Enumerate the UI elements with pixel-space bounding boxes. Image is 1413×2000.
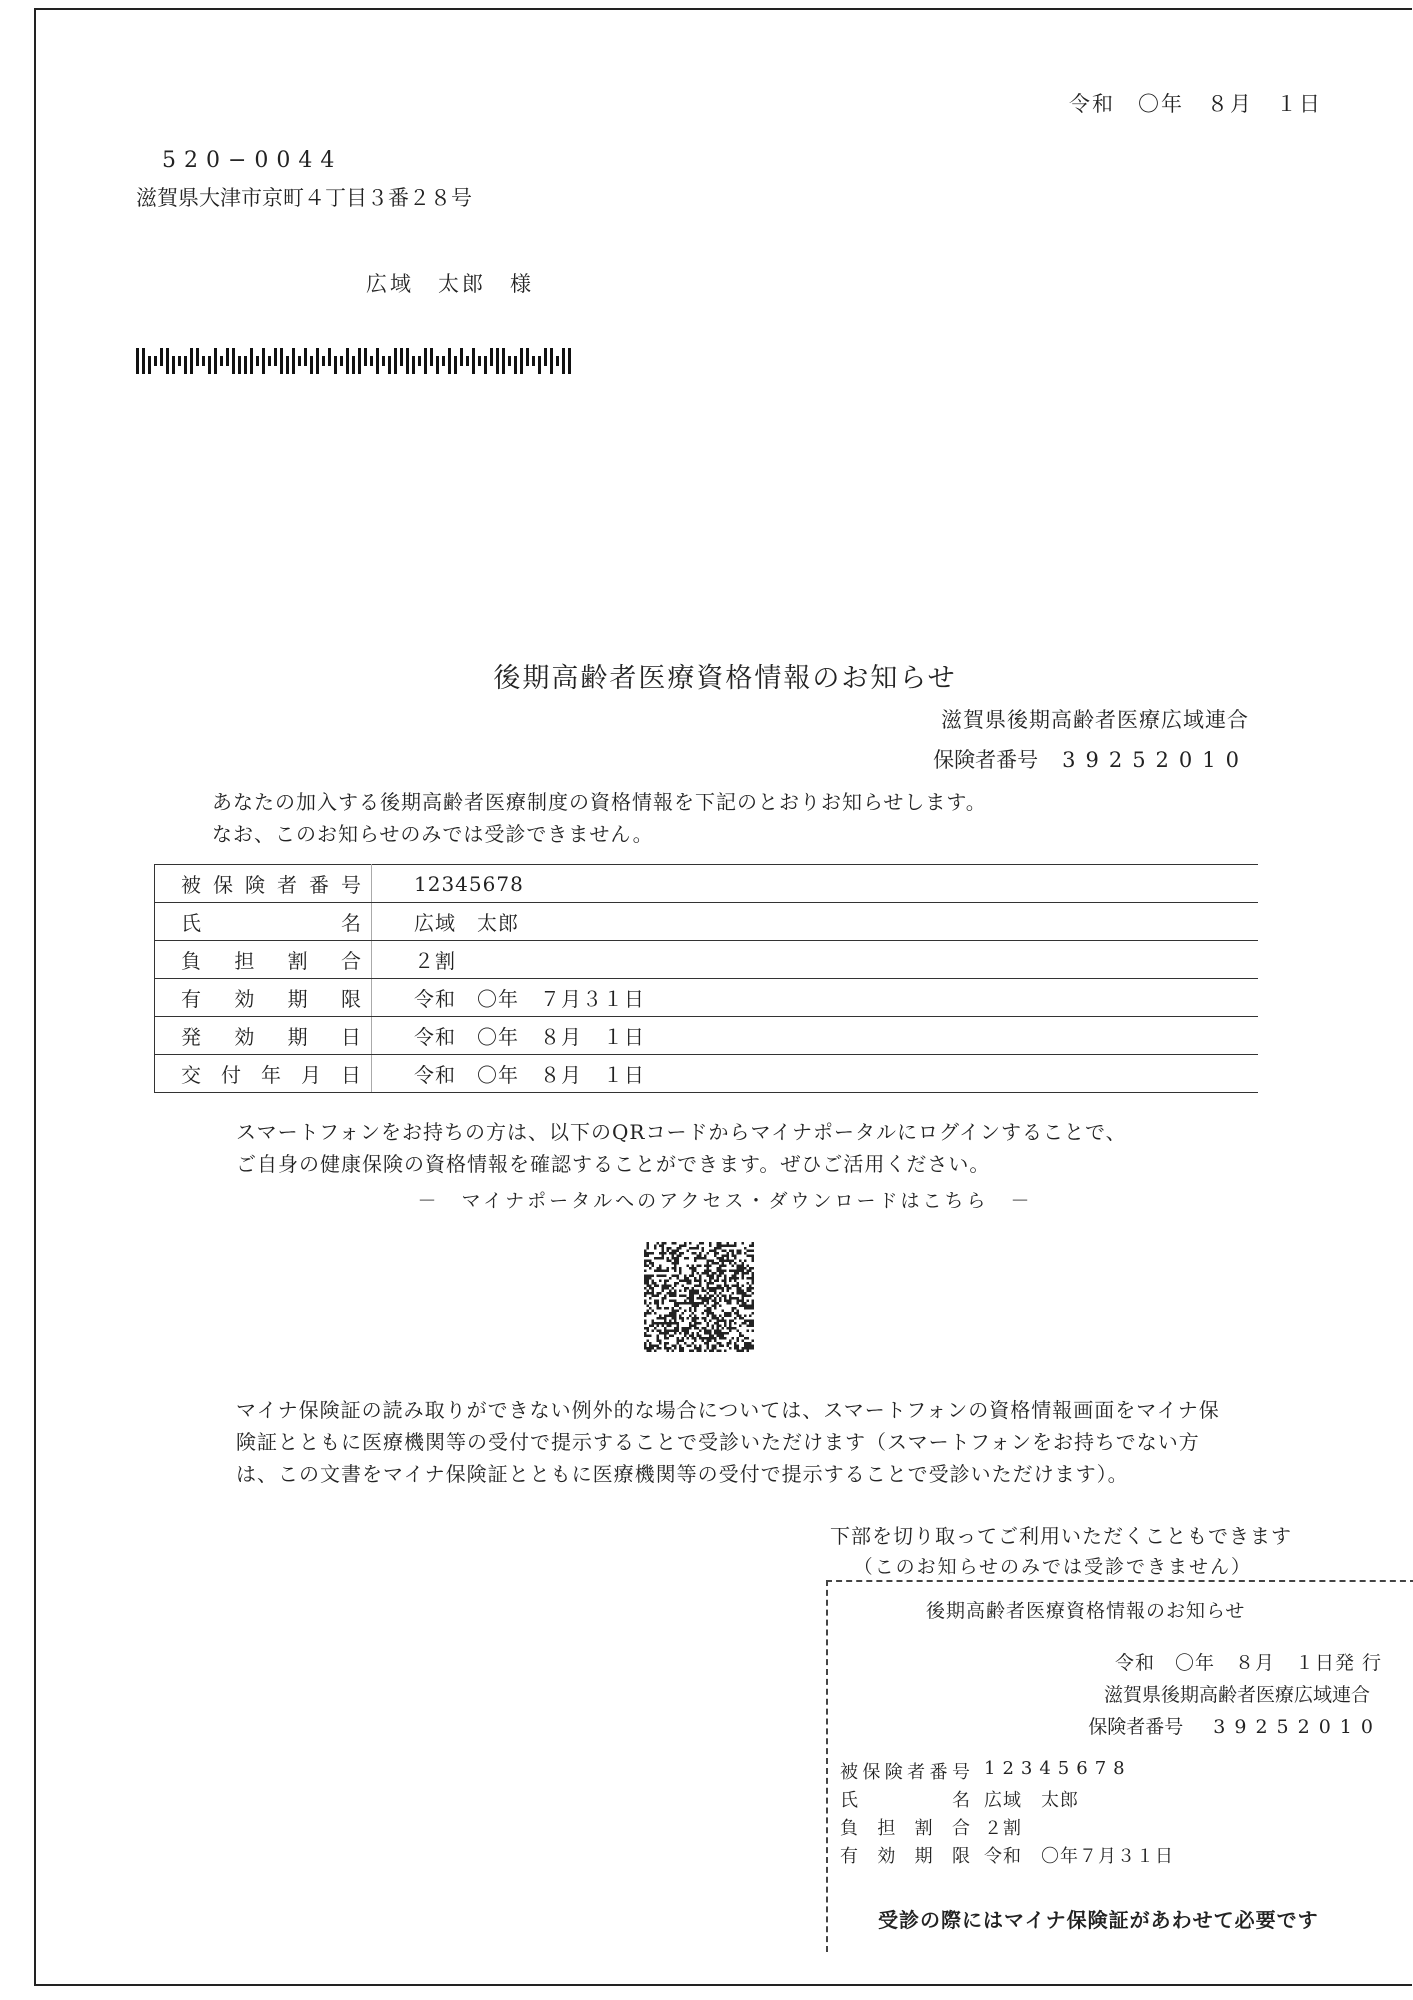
- label-char: 限: [340, 987, 361, 1011]
- label-char: 担: [234, 949, 255, 973]
- label-char: 割: [287, 949, 308, 973]
- barcode-bar: [520, 348, 523, 374]
- label-char: 保: [862, 1762, 881, 1783]
- barcode-bar: [376, 348, 379, 374]
- barcode-bar: [382, 356, 385, 366]
- barcode-bar: [316, 348, 319, 374]
- cut-note-line-1: 下部を切り取ってご利用いただくこともできます: [830, 1524, 1292, 1548]
- barcode-bar: [442, 356, 445, 366]
- barcode-bar: [298, 356, 301, 366]
- barcode-bar: [190, 348, 193, 374]
- qr-instructions-line-2: ご自身の健康保険の資格情報を確認することができます。ぜひご活用ください。: [236, 1152, 991, 1176]
- barcode-bar: [220, 356, 223, 366]
- row-value: 広域 太郎: [372, 903, 1259, 941]
- label-char: 合: [951, 1818, 970, 1839]
- label-char: 者: [907, 1762, 926, 1783]
- label-char: 名: [341, 911, 361, 935]
- label-char: 険: [884, 1762, 903, 1783]
- barcode-bar: [358, 348, 361, 374]
- stub-row-value: 12345678: [984, 1758, 1132, 1779]
- barcode-bar: [472, 348, 475, 374]
- barcode-bar: [544, 348, 547, 366]
- qr-instructions-line-1: スマートフォンをお持ちの方は、以下のQRコードからマイナポータルにログインすることで、: [236, 1120, 1127, 1144]
- label-char: 号: [341, 873, 361, 897]
- barcode-bar: [334, 356, 337, 374]
- label-char: 年: [261, 1063, 281, 1087]
- label-char: 交: [181, 1063, 201, 1087]
- barcode-bar: [424, 348, 427, 374]
- label-char: 氏: [840, 1790, 858, 1811]
- barcode-bar: [538, 356, 541, 374]
- stub-row-label: [840, 1842, 970, 1868]
- detachable-stub: [826, 1580, 1413, 1952]
- stub-row-value: 令和 〇年７月３１日: [984, 1846, 1174, 1867]
- barcode-bar: [556, 356, 559, 366]
- row-value: ２割: [372, 941, 1259, 979]
- barcode-bar: [406, 348, 409, 374]
- label-char: 期: [914, 1846, 933, 1867]
- stub-row: [840, 1786, 1079, 1812]
- label-char: 名: [952, 1790, 970, 1811]
- label-char: 保: [213, 873, 233, 897]
- stub-title: 後期高齢者医療資格情報のお知らせ: [926, 1600, 1246, 1622]
- stub-row-label: [840, 1786, 970, 1812]
- label-char: 日: [340, 1025, 361, 1049]
- label-char: 効: [877, 1846, 896, 1867]
- label-char: 者: [277, 873, 297, 897]
- row-label-text: [181, 907, 361, 936]
- intro-line-2: なお、このお知らせのみでは受診できません。: [212, 822, 654, 846]
- barcode-bar: [430, 348, 433, 366]
- barcode-bar: [346, 348, 349, 374]
- label-char: 付: [221, 1063, 241, 1087]
- issue-date: 令和 〇年 ８月 １日: [1069, 92, 1322, 116]
- barcode-bar: [262, 348, 265, 374]
- barcode-bar: [184, 356, 187, 374]
- barcode-bar: [322, 356, 325, 366]
- row-label-text: [181, 983, 361, 1012]
- row-label-text: [181, 1021, 361, 1050]
- row-label: [155, 1017, 372, 1055]
- intro-text: [212, 786, 1312, 850]
- barcode-bar: [490, 348, 493, 366]
- barcode-bar: [172, 356, 175, 374]
- table-row: [155, 1017, 1259, 1055]
- stub-issuer: 滋賀県後期高齢者医療広域連合: [1103, 1684, 1370, 1706]
- address: 滋賀県大津市京町４丁目３番２８号: [136, 186, 472, 210]
- row-label: [155, 865, 372, 903]
- recipient-name: 広域 太郎 様: [366, 272, 534, 296]
- row-value: 令和 〇年 ８月 １日: [372, 1055, 1259, 1093]
- table-row: [155, 941, 1259, 979]
- barcode-bar: [460, 348, 463, 366]
- barcode-bar: [508, 356, 511, 366]
- barcode-bar: [394, 348, 397, 374]
- table-row: [155, 903, 1259, 941]
- label-char: 発: [181, 1025, 201, 1049]
- barcode-bar: [244, 356, 247, 374]
- barcode-bar: [364, 348, 367, 366]
- barcode-bar: [514, 356, 517, 374]
- row-label-text: [181, 945, 361, 974]
- row-label: [155, 941, 372, 979]
- row-label: [155, 1055, 372, 1093]
- barcode-bar: [340, 356, 343, 366]
- label-char: 限: [951, 1846, 970, 1867]
- table-row: [155, 1055, 1259, 1093]
- label-char: 氏: [181, 911, 201, 935]
- barcode-bar: [268, 356, 271, 366]
- document-page: [34, 8, 1412, 1986]
- barcode-bar: [160, 348, 163, 366]
- barcode-bar: [178, 356, 181, 366]
- barcode-bar: [148, 356, 151, 374]
- table-row: [155, 979, 1259, 1017]
- label-char: 被: [181, 873, 201, 897]
- barcode-bar: [196, 348, 199, 366]
- barcode-bar: [388, 356, 391, 374]
- label-char: 割: [914, 1818, 933, 1839]
- barcode-bar: [292, 348, 295, 374]
- barcode-bar: [250, 348, 253, 374]
- issuer-name: 滋賀県後期高齢者医療広域連合: [941, 708, 1249, 732]
- barcode-bar: [310, 356, 313, 374]
- label-char: 有: [181, 987, 201, 1011]
- row-label: [155, 903, 372, 941]
- stub-insurer-number-label: 保険者番号: [1088, 1716, 1184, 1738]
- barcode-bar: [370, 356, 373, 366]
- stub-issue-date: 令和 〇年 ８月 １日発 行: [1114, 1652, 1382, 1674]
- label-char: 日: [341, 1063, 361, 1087]
- label-char: 合: [340, 949, 361, 973]
- barcode-bar: [550, 348, 553, 374]
- barcode-bar: [202, 356, 205, 366]
- barcode-bar: [400, 348, 403, 366]
- label-char: 担: [877, 1818, 896, 1839]
- exception-text: マイナ保険証の読み取りができない例外的な場合については、スマートフォンの資格情報画面をマイナ保険証とともに医療機関等の受付で提示することで受診いただけます（スマートフォンをお持ちでない方は、この文書をマイナ保険証とともに医療機関等の受付で提示することで受診いただけます）。: [236, 1398, 1220, 1486]
- insurer-number-label: 保険者番号: [933, 748, 1039, 772]
- barcode-bar: [274, 348, 277, 366]
- label-char: 月: [301, 1063, 321, 1087]
- barcode-bar: [502, 348, 505, 374]
- label-char: 効: [234, 987, 255, 1011]
- barcode-bar: [412, 356, 415, 374]
- row-label-text: [181, 1059, 361, 1088]
- label-char: 有: [840, 1846, 858, 1867]
- barcode-bar: [496, 348, 499, 374]
- label-char: 番: [309, 873, 329, 897]
- label-char: 番: [929, 1762, 948, 1783]
- stub-insurer-number-value: 39252010: [1213, 1716, 1382, 1738]
- stub-row-value: 広域 太郎: [984, 1790, 1079, 1811]
- table-row: [155, 865, 1259, 903]
- barcode-bar: [232, 348, 235, 374]
- barcode-bar: [238, 356, 241, 374]
- barcode-bar: [562, 348, 565, 374]
- row-label: [155, 979, 372, 1017]
- customer-barcode: [136, 348, 571, 374]
- eligibility-info-table: [154, 864, 1258, 1093]
- barcode-bar: [256, 356, 259, 366]
- stub-insurer-number: [1088, 1712, 1382, 1739]
- label-char: 被: [840, 1762, 858, 1783]
- barcode-bar: [328, 348, 331, 366]
- insurer-number-value: 39252010: [1062, 748, 1249, 772]
- row-value: 12345678: [372, 865, 1259, 903]
- barcode-bar: [208, 356, 211, 374]
- barcode-bar: [352, 356, 355, 374]
- stub-row-label: [840, 1814, 970, 1840]
- barcode-bar: [154, 356, 157, 366]
- barcode-bar: [526, 348, 529, 366]
- barcode-bar: [286, 356, 289, 374]
- insurer-number: [933, 744, 1249, 774]
- postal-code: 520−0044: [162, 148, 343, 173]
- document-title: 後期高齢者医療資格情報のお知らせ: [493, 663, 957, 694]
- barcode-bar: [304, 348, 307, 366]
- label-char: 期: [287, 1025, 308, 1049]
- stub-row-label: [840, 1758, 970, 1784]
- barcode-bar: [448, 348, 451, 374]
- barcode-bar: [226, 348, 229, 366]
- portal-caption: － マイナポータルへのアクセス・ダウンロードはこちら －: [417, 1190, 1033, 1212]
- row-label-text: [181, 869, 361, 898]
- barcode-bar: [436, 356, 439, 374]
- label-char: 号: [951, 1762, 970, 1783]
- label-char: 期: [287, 987, 308, 1011]
- barcode-bar: [484, 356, 487, 374]
- cut-note-line-2: （このお知らせのみでは受診できません）: [853, 1556, 1252, 1578]
- barcode-bar: [478, 356, 481, 366]
- row-value: 令和 〇年 ７月３１日: [372, 979, 1259, 1017]
- barcode-bar: [532, 356, 535, 366]
- label-char: 負: [840, 1818, 858, 1839]
- barcode-bar: [280, 348, 283, 374]
- barcode-bar: [136, 348, 139, 374]
- barcode-bar: [166, 348, 169, 374]
- stub-row: [840, 1814, 1022, 1840]
- barcode-bar: [142, 348, 145, 374]
- intro-line-1: あなたの加入する後期高齢者医療制度の資格情報を下記のとおりお知らせします。: [212, 790, 987, 814]
- row-value: 令和 〇年 ８月 １日: [372, 1017, 1259, 1055]
- stub-row-value: ２割: [984, 1818, 1022, 1839]
- label-char: 効: [234, 1025, 255, 1049]
- qr-code-icon[interactable]: [644, 1242, 754, 1352]
- stub-row: [840, 1758, 1132, 1784]
- barcode-bar: [466, 356, 469, 366]
- label-char: 険: [245, 873, 265, 897]
- barcode-bar: [454, 356, 457, 374]
- barcode-bar: [418, 356, 421, 366]
- barcode-bar: [568, 348, 571, 374]
- label-char: 負: [181, 949, 201, 973]
- stub-notice: 受診の際にはマイナ保険証があわせて必要です: [878, 1908, 1319, 1932]
- barcode-bar: [214, 348, 217, 374]
- stub-row: [840, 1842, 1174, 1868]
- qr-instructions: [236, 1116, 1127, 1180]
